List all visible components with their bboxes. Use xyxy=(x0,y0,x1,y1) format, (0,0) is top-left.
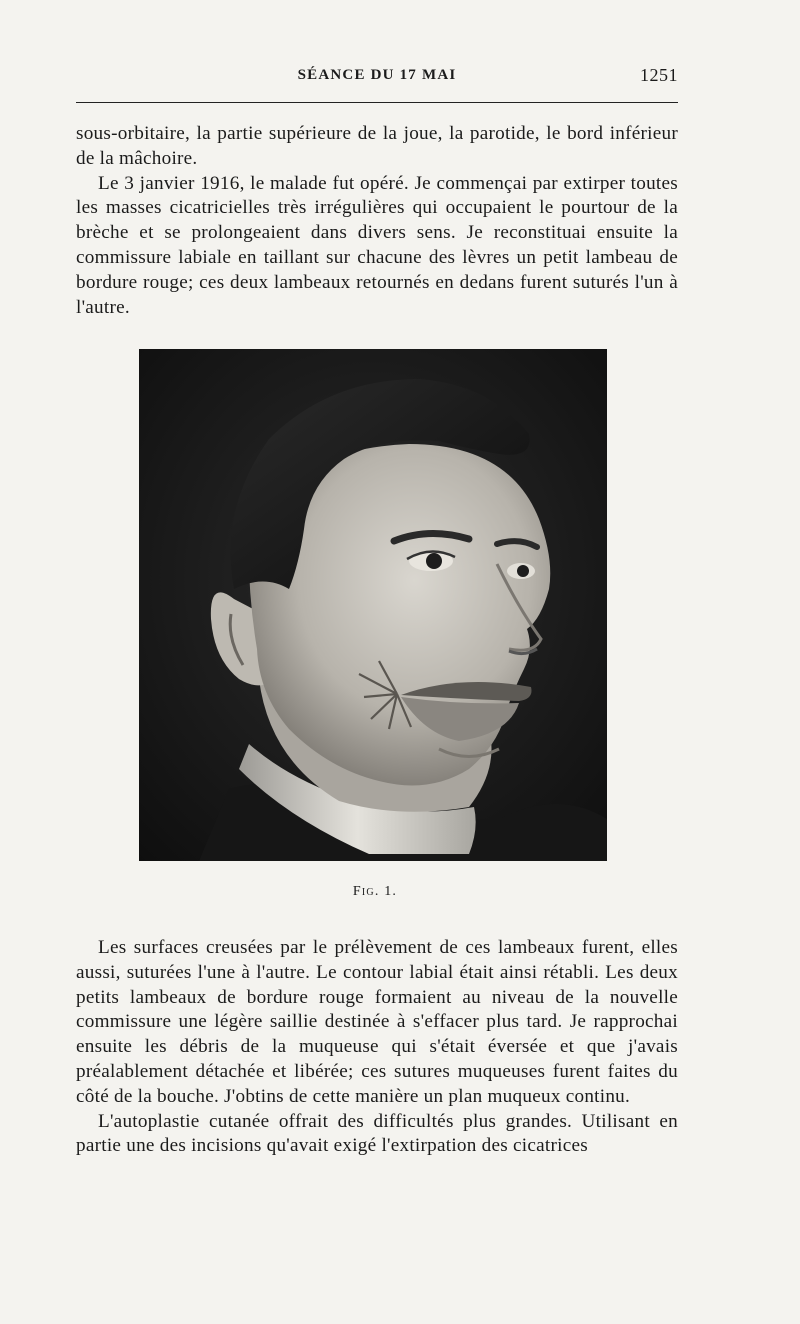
paragraph: L'autoplastie cutanée offrait des difficultés plus grandes. Utilisant en partie une des incisions qu'avait exigé l'extirpation des cicatrices xyxy=(76,1110,678,1157)
header-rule xyxy=(76,102,678,103)
paragraph: sous-orbitaire, la partie supérieure de la joue, la parotide, le bord inférieur de la mâchoire. xyxy=(76,123,678,169)
running-title: SÉANCE DU 17 MAI xyxy=(297,67,457,83)
figure-caption: Fig. 1. xyxy=(352,884,398,899)
text-block-top xyxy=(76,122,678,320)
paragraph: Le 3 janvier 1916, le malade fut opéré. Je commençai par extirper toutes les masses cicatricielles très irrégulières qui occupaient le pourtour de la brèche et se prolongeaient dans divers sens. Je reconstituai ensuite la commissure labiale en taillant sur chacune des lèvres un petit lambeau de bordure rouge; ces deux lambeaux retournés en dedans furent suturés l'un à l'autre. xyxy=(76,172,678,318)
text-block-bottom xyxy=(76,936,678,1159)
patient-portrait-photo xyxy=(139,349,607,861)
figure-photograph xyxy=(139,349,607,861)
running-head xyxy=(76,62,678,88)
page-number: 1251 xyxy=(640,65,678,85)
paragraph: Les surfaces creusées par le prélèvement de ces lambeaux furent, elles aussi, suturées l'une à l'autre. Le contour labial était ainsi rétabli. Les deux petits lambeaux de bordure rouge formaient au niveau de la nouvelle commissure une légère saillie destinée à s'effacer plus tard. Je rapprochai ensuite les débris de la muqueuse qui s'était éversée et que j'avais préalablement détachée et libérée; ces sutures muqueuses furent faites du côté de la bouche. J'obtins de cette manière un plan muqueux continu. xyxy=(76,937,678,1107)
